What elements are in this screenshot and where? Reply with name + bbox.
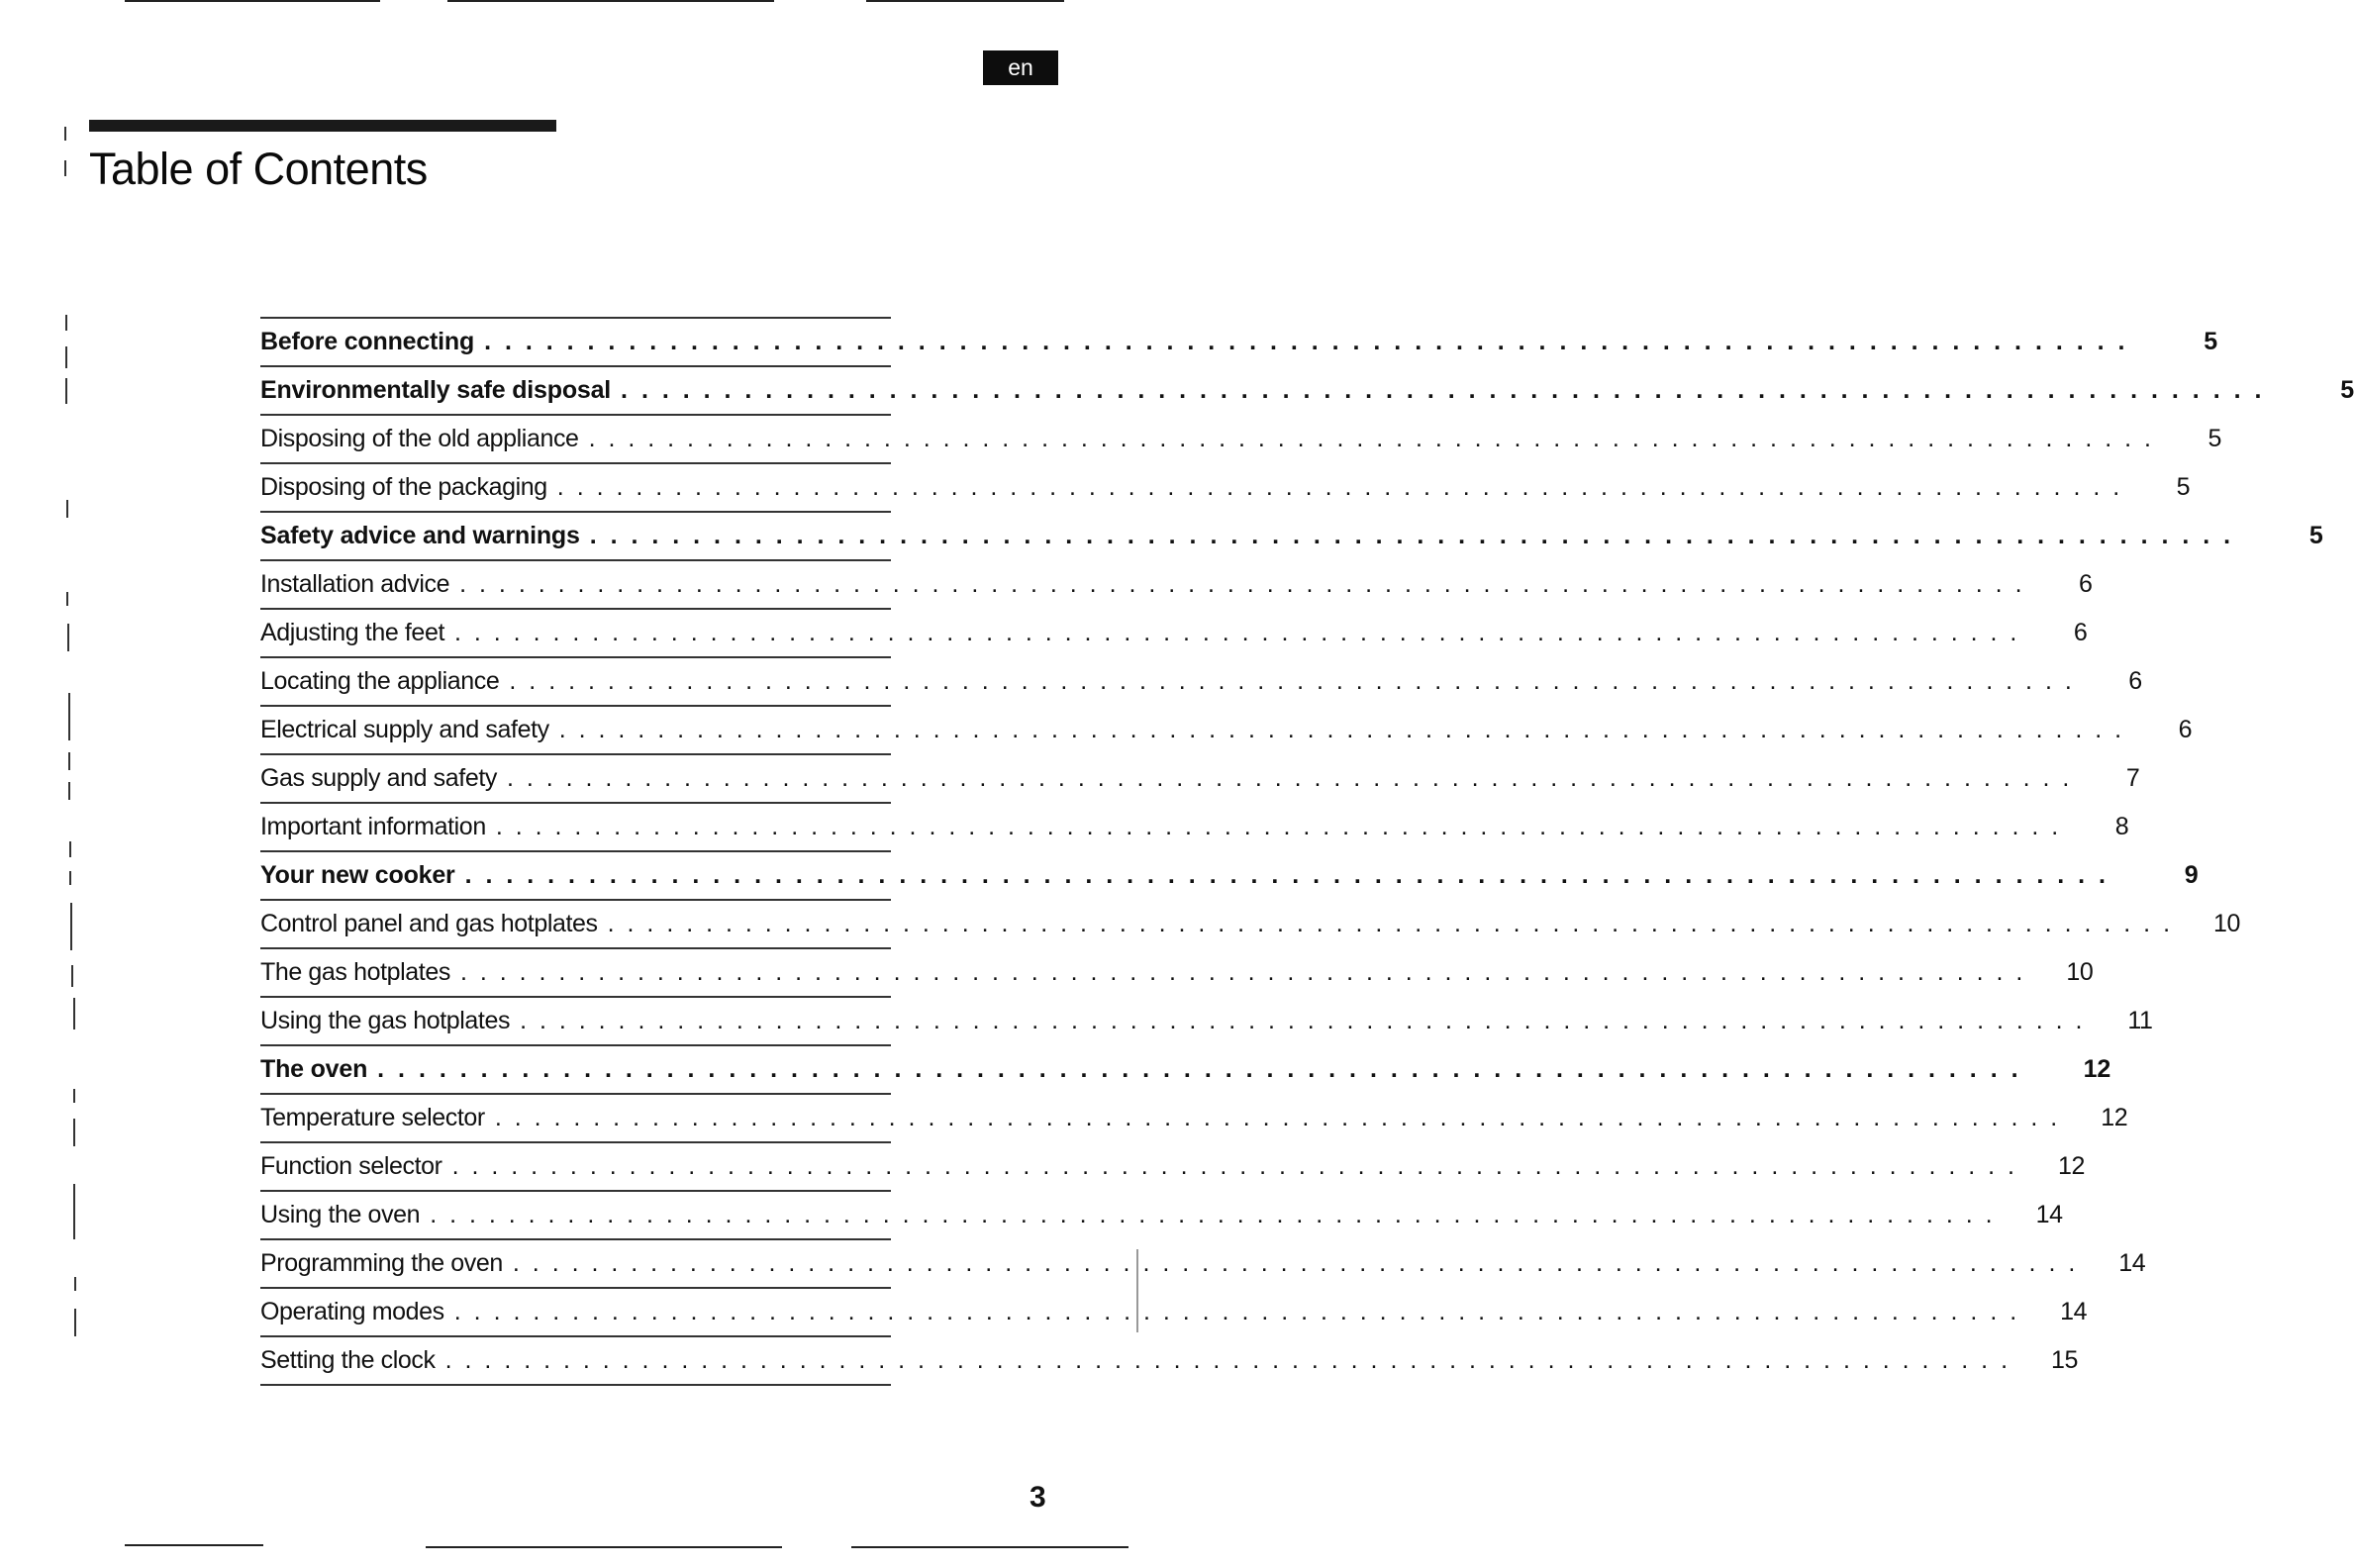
binding-mark bbox=[73, 1089, 75, 1103]
binding-mark bbox=[73, 1184, 75, 1239]
toc-leader-dots: . . . . . . . . . . . . . . . . . . . . . . . . . . . . . . . . . . . . . . . . . . . . . . . . . . . . . . . . . . . . . . . . . . . . . . . . . . . . . . . . bbox=[444, 1346, 2011, 1374]
toc-entry bbox=[260, 610, 2088, 658]
toc-entry bbox=[260, 804, 2129, 852]
binding-mark bbox=[64, 127, 66, 141]
toc-entry bbox=[260, 707, 2193, 755]
toc-entry bbox=[260, 1192, 2063, 1240]
toc-entry-label: Electrical supply and safety bbox=[260, 716, 549, 743]
language-badge: en bbox=[983, 50, 1058, 85]
toc-entry-label: Function selector bbox=[260, 1152, 442, 1180]
toc-leader-dots: . . . . . . . . . . . . . . . . . . . . . . . . . . . . . . . . . . . . . . . . . . . . . . . . . . . . . . . . . . . . . . . . . . . . . . . . . . . . . . . . bbox=[451, 1152, 2017, 1180]
page-title: Table of Contents bbox=[89, 144, 428, 194]
binding-mark bbox=[69, 841, 71, 857]
toc-entry bbox=[260, 1143, 2085, 1192]
page-number: 3 bbox=[1030, 1481, 1046, 1514]
toc-entry-label: Adjusting the feet bbox=[260, 619, 444, 646]
binding-mark bbox=[65, 346, 67, 368]
toc-entry-label: Programming the oven bbox=[260, 1249, 503, 1277]
scan-edge-top-1 bbox=[125, 0, 380, 2]
toc-entry-page: 9 bbox=[2184, 861, 2199, 889]
toc-entry-label: Your new cooker bbox=[260, 861, 455, 889]
toc-leader-dots: . . . . . . . . . . . . . . . . . . . . . . . . . . . . . . . . . . . . . . . . . . . . . . . . . . . . . . . . . . . . . . . . . . . . . . . . . . . . . . . . bbox=[558, 716, 2125, 743]
toc-entry bbox=[260, 1337, 2079, 1386]
binding-mark bbox=[64, 160, 66, 176]
toc-leader-dots: . . . . . . . . . . . . . . . . . . . . . . . . . . . . . . . . . . . . . . . . . . . . . . . . . . . . . . . . . . . . . . . . . . . . . . . . . . . . . . . . bbox=[377, 1055, 2022, 1083]
toc-entry-page: 15 bbox=[2051, 1346, 2079, 1374]
binding-mark bbox=[71, 965, 73, 987]
toc-leader-dots: . . . . . . . . . . . . . . . . . . . . . . . . . . . . . . . . . . . . . . . . . . . . . . . . . . . . . . . . . . . . . . . . . . . . . . . . . . . . . . . . bbox=[459, 570, 2025, 598]
toc-leader-dots: . . . . . . . . . . . . . . . . . . . . . . . . . . . . . . . . . . . . . . . . . . . . . . . . . . . . . . . . . . . . . . . . . . . . . . . . . . . . . . . . bbox=[556, 473, 2123, 501]
toc-leader-dots: . . . . . . . . . . . . . . . . . . . . . . . . . . . . . . . . . . . . . . . . . . . . . . . . . . . . . . . . . . . . . . . . . . . . . . . . . . . . . . . . bbox=[589, 522, 2234, 549]
toc-leader-dots: . . . . . . . . . . . . . . . . . . . . . . . . . . . . . . . . . . . . . . . . . . . . . . . . . . . . . . . . . . . . . . . . . . . . . . . . . . . . . . . . bbox=[495, 813, 2062, 840]
toc-entry-page: 5 bbox=[2176, 473, 2191, 501]
binding-mark bbox=[74, 1277, 76, 1291]
binding-mark bbox=[65, 315, 67, 331]
toc-entry-label: Safety advice and warnings bbox=[260, 522, 580, 549]
binding-mark bbox=[73, 1119, 75, 1146]
toc-leader-dots: . . . . . . . . . . . . . . . . . . . . . . . . . . . . . . . . . . . . . . . . . . . . . . . . . . . . . . . . . . . . . . . . . . . . . . . . . . . . . . . . bbox=[512, 1249, 2079, 1277]
toc-entry bbox=[260, 319, 2217, 367]
toc-entry-page: 6 bbox=[2073, 619, 2088, 646]
toc-entry-label: Disposing of the old appliance bbox=[260, 425, 579, 452]
toc-entry bbox=[260, 561, 2093, 610]
toc-entry-page: 12 bbox=[2083, 1055, 2111, 1083]
toc-entry-page: 5 bbox=[2340, 376, 2354, 404]
toc-entry bbox=[260, 1046, 2111, 1095]
toc-entry-page: 6 bbox=[2079, 570, 2093, 598]
toc-entry-page: 6 bbox=[2128, 667, 2142, 695]
toc-leader-dots: . . . . . . . . . . . . . . . . . . . . . . . . . . . . . . . . . . . . . . . . . . . . . . . . . . . . . . . . . . . . . . . . . . . . . . . . . . . . . . . . bbox=[506, 764, 2073, 792]
toc-entry bbox=[260, 1240, 2146, 1289]
toc-entry bbox=[260, 852, 2199, 901]
toc-leader-dots: . . . . . . . . . . . . . . . . . . . . . . . . . . . . . . . . . . . . . . . . . . . . . . . . . . . . . . . . . . . . . . . . . . . . . . . . . . . . . . . . bbox=[484, 328, 2128, 355]
binding-mark bbox=[70, 903, 72, 950]
toc-entry-label: Before connecting bbox=[260, 328, 475, 355]
toc-entry-page: 10 bbox=[2066, 958, 2094, 986]
toc-entry-label: Installation advice bbox=[260, 570, 450, 598]
binding-mark bbox=[73, 998, 75, 1029]
toc-entry-label: The oven bbox=[260, 1055, 368, 1083]
toc-entry-label: Using the oven bbox=[260, 1201, 421, 1228]
scan-edge-top-2 bbox=[447, 0, 774, 2]
toc-leader-dots: . . . . . . . . . . . . . . . . . . . . . . . . . . . . . . . . . . . . . . . . . . . . . . . . . . . . . . . . . . . . . . . . . . . . . . . . . . . . . . . . bbox=[494, 1104, 2061, 1131]
binding-mark bbox=[68, 693, 70, 740]
binding-mark bbox=[68, 782, 70, 800]
toc-entry-label: The gas hotplates bbox=[260, 958, 450, 986]
table-of-contents bbox=[260, 317, 2354, 1386]
toc-entry bbox=[260, 367, 2354, 416]
toc-entry-page: 10 bbox=[2213, 910, 2241, 937]
toc-leader-dots: . . . . . . . . . . . . . . . . . . . . . . . . . . . . . . . . . . . . . . . . . . . . . . . . . . . . . . . . . . . . . . . . . . . . . . . . . . . . . . . . bbox=[454, 619, 2020, 646]
toc-leader-dots: . . . . . . . . . . . . . . . . . . . . . . . . . . . . . . . . . . . . . . . . . . . . . . . . . . . . . . . . . . . . . . . . . . . . . . . . . . . . . . . . bbox=[621, 376, 2265, 404]
toc-leader-dots: . . . . . . . . . . . . . . . . . . . . . . . . . . . . . . . . . . . . . . . . . . . . . . . . . . . . . . . . . . . . . . . . . . . . . . . . . . . . . . . . bbox=[588, 425, 2154, 452]
toc-entry bbox=[260, 658, 2142, 707]
toc-entry-page: 5 bbox=[2308, 522, 2323, 549]
toc-leader-dots: . . . . . . . . . . . . . . . . . . . . . . . . . . . . . . . . . . . . . . . . . . . . . . . . . . . . . . . . . . . . . . . . . . . . . . . . . . . . . . . . bbox=[520, 1007, 2086, 1034]
toc-entry-page: 5 bbox=[2207, 425, 2221, 452]
scan-edge-bottom-3 bbox=[851, 1546, 1128, 1548]
binding-mark bbox=[67, 624, 69, 651]
binding-mark bbox=[68, 752, 70, 770]
binding-mark bbox=[65, 378, 67, 404]
toc-leader-dots: . . . . . . . . . . . . . . . . . . . . . . . . . . . . . . . . . . . . . . . . . . . . . . . . . . . . . . . . . . . . . . . . . . . . . . . . . . . . . . . . bbox=[459, 958, 2026, 986]
binding-mark bbox=[66, 500, 68, 518]
toc-entry bbox=[260, 901, 2241, 949]
binding-mark bbox=[74, 1309, 76, 1336]
toc-entry-page: 12 bbox=[2101, 1104, 2128, 1131]
toc-entry-page: 14 bbox=[2035, 1201, 2063, 1228]
toc-entry bbox=[260, 464, 2191, 513]
binding-mark bbox=[66, 592, 68, 606]
binding-mark bbox=[69, 871, 71, 885]
scan-edge-bottom-1 bbox=[125, 1544, 263, 1546]
toc-entry-label: Using the gas hotplates bbox=[260, 1007, 511, 1034]
toc-leader-dots: . . . . . . . . . . . . . . . . . . . . . . . . . . . . . . . . . . . . . . . . . . . . . . . . . . . . . . . . . . . . . . . . . . . . . . . . . . . . . . . . bbox=[430, 1201, 1996, 1228]
toc-leader-dots: . . . . . . . . . . . . . . . . . . . . . . . . . . . . . . . . . . . . . . . . . . . . . . . . . . . . . . . . . . . . . . . . . . . . . . . . . . . . . . . . bbox=[464, 861, 2109, 889]
toc-entry bbox=[260, 513, 2323, 561]
toc-entry bbox=[260, 949, 2094, 998]
toc-entry-label: Operating modes bbox=[260, 1298, 444, 1325]
toc-entry-label: Temperature selector bbox=[260, 1104, 485, 1131]
toc-entry-label: Gas supply and safety bbox=[260, 764, 497, 792]
toc-entry-label: Control panel and gas hotplates bbox=[260, 910, 598, 937]
toc-entry-label: Locating the appliance bbox=[260, 667, 500, 695]
toc-entry-page: 14 bbox=[2118, 1249, 2146, 1277]
toc-leader-dots: . . . . . . . . . . . . . . . . . . . . . . . . . . . . . . . . . . . . . . . . . . . . . . . . . . . . . . . . . . . . . . . . . . . . . . . . . . . . . . . . bbox=[453, 1298, 2020, 1325]
toc-entry bbox=[260, 416, 2221, 464]
toc-entry-label: Important information bbox=[260, 813, 486, 840]
toc-entry-label: Setting the clock bbox=[260, 1346, 436, 1374]
toc-entry bbox=[260, 1289, 2088, 1337]
toc-entry-label: Environmentally safe disposal bbox=[260, 376, 612, 404]
toc-entry-page: 7 bbox=[2125, 764, 2140, 792]
title-decoration-bar bbox=[89, 120, 556, 132]
toc-entry-page: 8 bbox=[2114, 813, 2129, 840]
scan-edge-top-3 bbox=[866, 0, 1064, 2]
toc-leader-dots: . . . . . . . . . . . . . . . . . . . . . . . . . . . . . . . . . . . . . . . . . . . . . . . . . . . . . . . . . . . . . . . . . . . . . . . . . . . . . . . . bbox=[509, 667, 2075, 695]
toc-entry-page: 14 bbox=[2060, 1298, 2088, 1325]
toc-leader-dots: . . . . . . . . . . . . . . . . . . . . . . . . . . . . . . . . . . . . . . . . . . . . . . . . . . . . . . . . . . . . . . . . . . . . . . . . . . . . . . . . bbox=[607, 910, 2174, 937]
toc-entry bbox=[260, 998, 2153, 1046]
toc-entry bbox=[260, 755, 2140, 804]
toc-entry-page: 11 bbox=[2127, 1007, 2153, 1034]
toc-entry-page: 6 bbox=[2178, 716, 2193, 743]
scan-edge-bottom-2 bbox=[426, 1546, 782, 1548]
toc-entry bbox=[260, 1095, 2128, 1143]
toc-entry-label: Disposing of the packaging bbox=[260, 473, 547, 501]
toc-entry-page: 5 bbox=[2204, 328, 2217, 355]
toc-entry-page: 12 bbox=[2057, 1152, 2085, 1180]
